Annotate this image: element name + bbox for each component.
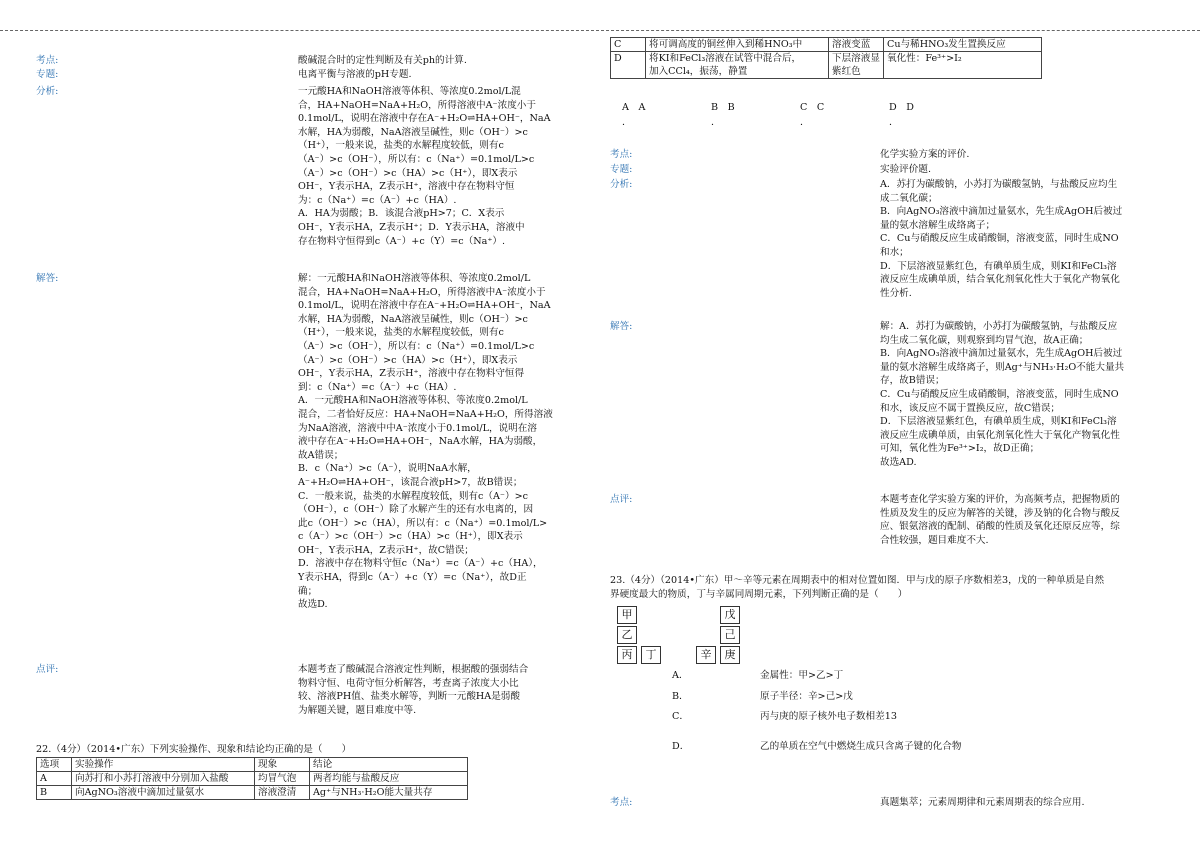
text-line: 水解，HA为弱酸，NaA溶液呈碱性，则c（OH⁻）>c	[298, 313, 528, 325]
element-wu: 戊	[720, 606, 740, 624]
cell: Cu与稀HNO₃发生置换反应	[884, 38, 1042, 52]
text-line: 解：一元酸HA和NaOH溶液等体积、等浓度0.2mol/L	[298, 273, 531, 284]
cell: 均冒气泡	[255, 772, 310, 786]
text-line: 均生成二氧化碳，则观察到均冒气泡，故A正确；	[880, 334, 1089, 346]
table-row	[611, 38, 1042, 52]
zhuanti-label: 专题:	[36, 69, 59, 80]
cell: 溶液澄清	[255, 786, 310, 800]
cell: A	[37, 772, 72, 786]
question-23-line1: 23.（4分）（2014•广东）甲～辛等元素在周期表中的相对位置如图．甲与戊的原子序数相差3，戊的一种单质是自然	[610, 575, 1105, 586]
cell: 向苏打和小苏打溶液中分别加入盐酸	[72, 772, 255, 786]
header-cell: 结论	[310, 758, 468, 772]
element-ji: 己	[720, 626, 740, 644]
cell: B	[37, 786, 72, 800]
text-line: D．下层溶液显紫红色，有碘单质生成，则KI和FeCl₃溶	[880, 260, 1117, 272]
text-line: 本题考查了酸碱混合溶液定性判断，根据酸的强弱结合	[298, 664, 529, 675]
text-line: 性质及发生的反应为解答的关键，涉及钠的化合物与酸反	[880, 507, 1120, 519]
text-line: B．向AgNO₃溶液中滴加过量氨水，先生成AgOH后被过	[880, 348, 1123, 360]
cell-line: 下层溶液显	[832, 53, 880, 64]
option-b-text[interactable]: 原子半径：辛>己>戊	[760, 691, 853, 702]
text-line: 解：A．苏打为碳酸钠，小苏打为碳酸氢钠，与盐酸反应	[880, 321, 1118, 332]
element-ding: 丁	[641, 646, 661, 664]
table-row	[611, 52, 1042, 79]
option-c-letter[interactable]: C．	[672, 711, 689, 722]
option-c-text[interactable]: 丙与庚的原子核外电子数相差13	[760, 711, 897, 722]
jieda-text	[880, 320, 1160, 470]
text-line: 合性较强，题目难度不大.	[880, 534, 989, 546]
choice-d[interactable]: D D	[889, 102, 914, 113]
option-d-letter[interactable]: D．	[672, 741, 690, 752]
text-line: （A⁻）>c（OH⁻）>c（HA）>c（H⁺），即X表示	[298, 354, 518, 366]
text-line: （OH⁻），c（OH⁻）除了水解产生的还有水电离的，因	[298, 504, 534, 516]
option-a-text[interactable]: 金属性：甲>乙>丁	[760, 670, 844, 681]
kaodian-text: 酸碱混合时的定性判断及有关ph的计算.	[298, 55, 467, 66]
choice-dot: ．	[622, 117, 632, 128]
text-line: 合，HA+NaOH=NaA+H₂O，所得溶液中A⁻浓度小于	[298, 99, 536, 111]
option-b-letter[interactable]: B．	[672, 691, 689, 702]
cell: 氧化性：Fe³⁺>I₂	[884, 52, 1042, 79]
header-cell: 实验操作	[72, 758, 255, 772]
element-xin: 辛	[696, 646, 716, 664]
text-line: D．溶液中存在物料守恒c（Na⁺）=c（A⁻）+c（HA），	[298, 558, 543, 570]
header-cell: 现象	[255, 758, 310, 772]
cell: Ag⁺与NH₃·H₂O能大量共存	[310, 786, 468, 800]
option-d-text[interactable]: 乙的单质在空气中燃烧生成只含离子键的化合物	[760, 741, 962, 752]
choice-b[interactable]: B B	[711, 102, 735, 113]
text-line: A．苏打为碳酸钠，小苏打为碳酸氢钠，与盐酸反应均生	[880, 179, 1118, 190]
text-line: 较、溶液PH值、盐类水解等，判断一元酸HA是弱酸	[298, 691, 520, 703]
text-line: 液中存在A⁻+H₂O⇌HA+OH⁻，NaA水解，HA为弱酸，	[298, 436, 543, 448]
dianping-label: 点评:	[36, 664, 59, 675]
table-header-row	[37, 758, 468, 772]
cell: 向AgNO₃溶液中滴加过量氨水	[72, 786, 255, 800]
text-line: 混合，HA+NaOH=NaA+H₂O，所得溶液中A⁻浓度小于	[298, 286, 546, 298]
option-a-letter[interactable]: A．	[672, 670, 689, 681]
text-line: 故选AD.	[880, 456, 917, 468]
text-line: OH⁻，Y表示HA，Z表示H⁺；D．Y表示HA，溶液中	[298, 221, 525, 233]
header-cell: 选项	[37, 758, 72, 772]
text-line: 存，故B错误；	[880, 375, 945, 387]
cell-line: 将KI和FeCl₃溶液在试管中混合后，	[649, 53, 802, 64]
text-line: 可知，氧化性为Fe³⁺>I₂，故D正确；	[880, 443, 1040, 455]
table-row	[37, 786, 468, 800]
text-line: c（A⁻）>c（OH⁻）>c（HA）>c（H⁺），即X表示	[298, 531, 523, 543]
jieda-label: 解答:	[610, 321, 633, 332]
text-line: 液反应生成碘单质，由氧化剂氧化性大于氧化产物氧化性	[880, 429, 1120, 441]
text-line: 此c（OH⁻）>c（HA），所以有：c（Na⁺）=0.1mol/L>	[298, 517, 548, 529]
choice-a[interactable]: A A	[622, 102, 646, 113]
text-line: 应、银氨溶液的配制、硝酸的性质及氧化还原反应等，综	[880, 521, 1120, 533]
text-line: 量的氨水溶解生成络离子，则Ag⁺与NH₃·H₂O不能大量共	[880, 361, 1125, 373]
text-line: （H⁺），一般来说，盐类的水解程度较低，则有c	[298, 327, 504, 339]
cell: 溶液变蓝	[829, 38, 884, 52]
cell	[646, 52, 829, 79]
kaodian2-label: 考点:	[610, 797, 633, 808]
text-line: 确；	[298, 585, 318, 597]
jieda-label: 解答:	[36, 273, 59, 284]
text-line: C．Cu与硝酸反应生成硝酸铜，溶液变蓝，同时生成NO	[880, 388, 1119, 400]
text-line: C．一般来说，盐类的水解程度较低，则有c（A⁻）>c	[298, 490, 528, 502]
table-22-part1	[36, 757, 468, 800]
cell: D	[611, 52, 646, 79]
choice-dot: ．	[889, 117, 899, 128]
element-bing: 丙	[617, 646, 637, 664]
text-line: 水解，HA为弱酸，NaA溶液呈碱性，则c（OH⁻）>c	[298, 126, 528, 138]
text-line: 和水；	[880, 246, 909, 258]
dianping-label: 点评:	[610, 494, 633, 505]
text-line: 为NaA溶液，溶液中中A⁻浓度小于0.1mol/L，说明在溶	[298, 422, 537, 434]
text-line: （H⁺），一般来说，盐类的水解程度较低，则有c	[298, 140, 504, 152]
text-line: 故选D.	[298, 599, 328, 611]
text-line: 混合，二者恰好反应：HA+NaOH=NaA+H₂O，所得溶液	[298, 408, 553, 420]
fenxi-label: 分析:	[610, 179, 633, 190]
zhuanti-text: 实验评价题.	[880, 164, 932, 175]
text-line: A⁻+H₂O⇌HA+OH⁻，该混合液pH>7，故B错误；	[298, 476, 523, 488]
zhuanti-label: 专题:	[610, 164, 633, 175]
fenxi-text	[880, 178, 1160, 300]
text-line: 液反应生成碘单质，结合氧化剂氧化性大于氧化产物氧化	[880, 274, 1120, 286]
kaodian-label: 考点:	[36, 55, 59, 66]
kaodian-label: 考点:	[610, 149, 633, 160]
text-line: OH⁻，Y表示HA，Z表示H⁺，故C错误；	[298, 544, 474, 556]
text-line: 一元酸HA和NaOH溶液等体积、等浓度0.2mol/L混	[298, 86, 521, 97]
kaodian2-text: 真题集萃；元素周期律和元素周期表的综合应用.	[880, 797, 1085, 808]
text-line: B．向AgNO₃溶液中滴加过量氨水，先生成AgOH后被过	[880, 206, 1123, 218]
text-line: （A⁻）>c（OH⁻），所以有：c（Na⁺）=0.1mol/L>c	[298, 153, 535, 165]
text-line: OH⁻，Y表示HA，Z表示H⁺，溶液中存在物料守恒得	[298, 368, 525, 380]
text-line: 0.1mol/L，说明在溶液中存在A⁻+H₂O⇌HA+OH⁻，NaA	[298, 300, 551, 312]
text-line: C．Cu与硝酸反应生成硝酸铜，溶液变蓝，同时生成NO	[880, 233, 1119, 245]
choice-c[interactable]: C C	[800, 102, 825, 113]
cell	[829, 52, 884, 79]
question-23-line2: 界硬度最大的物质，丁与辛属同周期元素，下列判断正确的是（ ）	[610, 589, 908, 600]
element-jia: 甲	[617, 606, 637, 624]
text-line: 物料守恒、电荷守恒分析解答，考查离子浓度大小比	[298, 677, 519, 689]
text-line: （A⁻）>c（OH⁻），所以有：c（Na⁺）=0.1mol/L>c	[298, 340, 535, 352]
text-line: 存在物料守恒得到c（A⁻）+c（Y）=c（Na⁺）.	[298, 235, 506, 247]
text-line: OH⁻，Y表示HA，Z表示H⁺，溶液中存在物料守恒	[298, 181, 515, 193]
text-line: 本题考查化学实验方案的评价，为高频考点，把握物质的	[880, 494, 1120, 505]
text-line: 0.1mol/L，说明在溶液中存在A⁻+H₂O⇌HA+OH⁻，NaA	[298, 113, 551, 125]
text-line: 和水，该反应不属于置换反应，故C错误；	[880, 402, 1061, 414]
fenxi-label: 分析:	[36, 86, 59, 97]
text-line: 为解题关键，题目难度中等.	[298, 704, 417, 716]
text-line: 为：c（Na⁺）=c（A⁻）+c（HA）.	[298, 194, 457, 206]
table-row	[37, 772, 468, 786]
cell: C	[611, 38, 646, 52]
text-line: A．一元酸HA和NaOH溶液等体积、等浓度0.2mol/L	[298, 395, 528, 407]
text-line: 故A错误；	[298, 449, 344, 461]
choice-dot: ．	[711, 117, 721, 128]
jieda-text	[298, 272, 568, 612]
choice-dot: ．	[800, 117, 810, 128]
text-line: Y表示HA，得到c（A⁻）+c（Y）=c（Na⁺），故D正	[298, 572, 527, 584]
text-line: 量的氨水溶解生成络离子；	[880, 219, 996, 231]
cell-line: 加入CCl₄，振荡，静置	[649, 66, 748, 77]
fenxi-text	[298, 85, 568, 248]
text-line: 到：c（Na⁺）=c（A⁻）+c（HA）.	[298, 381, 457, 393]
cell-line: 紫红色	[832, 66, 861, 77]
text-line: 性分析.	[880, 287, 912, 299]
dianping-text	[880, 493, 1160, 547]
dianping-text	[298, 663, 568, 717]
cell: 两者均能与盐酸反应	[310, 772, 468, 786]
cell: 将可调高度的铜丝伸入到稀HNO₃中	[646, 38, 829, 52]
text-line: （A⁻）>c（OH⁻）>c（HA）>c（H⁺），即X表示	[298, 167, 518, 179]
text-line: 成二氧化碳；	[880, 192, 938, 204]
text-line: D．下层溶液显紫红色，有碘单质生成，则KI和FeCl₃溶	[880, 416, 1117, 428]
top-divider	[0, 30, 1200, 31]
text-line: B．c（Na⁺）>c（A⁻），说明NaA水解，	[298, 463, 477, 475]
kaodian-text: 化学实验方案的评价.	[880, 149, 970, 160]
question-22: 22.（4分）（2014•广东）下列实验操作、现象和结论均正确的是（ ）	[36, 744, 352, 755]
element-geng: 庚	[720, 646, 740, 664]
text-line: A．HA为弱酸；B．该混合液pH>7；C．X表示	[298, 208, 505, 220]
table-22-part2	[610, 37, 1042, 79]
element-yi: 乙	[617, 626, 637, 644]
zhuanti-text: 电离平衡与溶液的pH专题.	[298, 69, 412, 80]
